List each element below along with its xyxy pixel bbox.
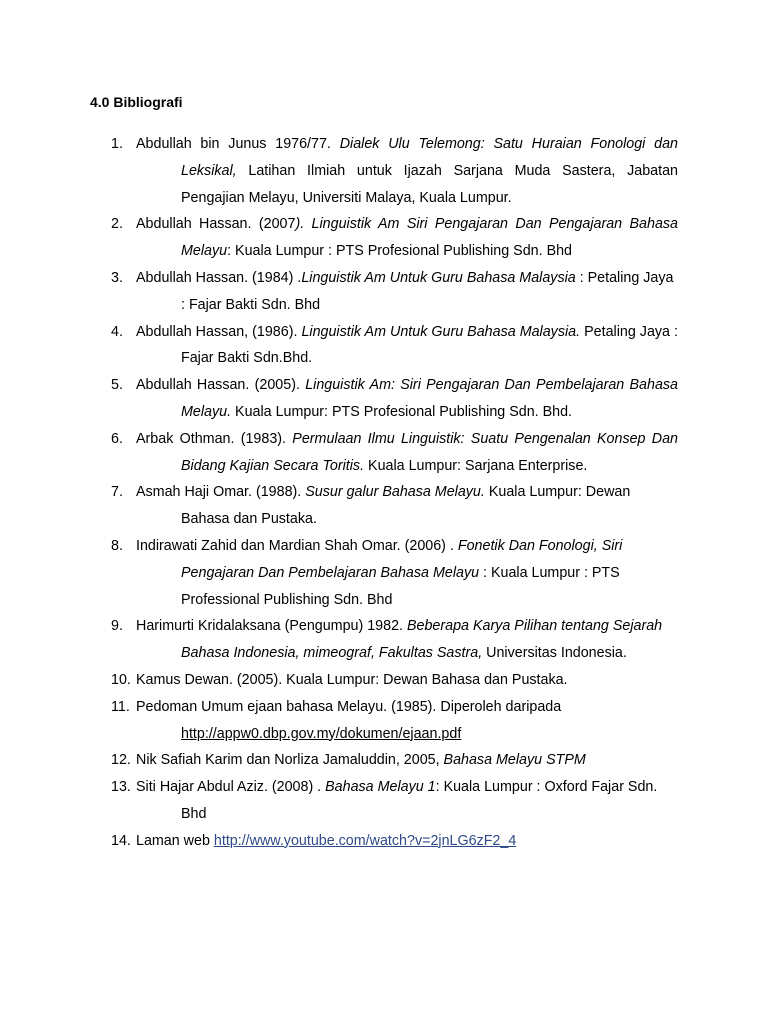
bibliography-entry-12: [0, 747, 768, 774]
bibliography-entry-2: [0, 211, 768, 265]
entry-text: [136, 533, 678, 613]
bibliography-entry-10: [0, 667, 768, 694]
entry-author: Nik Safiah Karim dan Norliza Jamaluddin, 2005,: [136, 752, 444, 769]
bibliography-entry-3: [0, 265, 768, 319]
entry-text: [136, 372, 679, 426]
entry-publisher: : Kuala Lumpur : Oxford Fajar Sdn. Bhd: [181, 779, 658, 822]
bibliography-entry-13: [0, 774, 768, 828]
entry-author: Abdullah Hassan. (2007: [136, 216, 296, 233]
entry-publisher: : Kuala Lumpur : PTS Profesional Publishing Sdn. Bhd: [227, 243, 573, 260]
entry-text: [136, 828, 678, 855]
entry-title: Susur galur Bahasa Melayu.: [305, 484, 485, 501]
entry-number: 13.: [111, 779, 131, 796]
entry-number: 9.: [111, 618, 123, 635]
entry-title: Linguistik Am: Siri Pengajaran Dan Pembelajaran Bahasa Melayu.: [181, 377, 679, 420]
entry-publisher: Kuala Lumpur: PTS Profesional Publishing Sdn. Bhd.: [231, 403, 573, 420]
entry-number: 14.: [111, 832, 131, 849]
youtube-link[interactable]: http://www.youtube.com/watch?v=2jnLG6zF2_4: [213, 832, 517, 849]
entry-text: [136, 747, 678, 774]
bibliography-list: [0, 131, 768, 855]
entry-author: Siti Hajar Abdul Aziz. (2008) .: [136, 779, 326, 796]
entry-number: 6.: [111, 430, 123, 447]
entry-author: Harimurti Kridalaksana (Pengumpu) 1982.: [136, 618, 407, 635]
entry-title: Fonetik Dan Fonologi, Siri Pengajaran Dan Pembelajaran Bahasa Melayu: [181, 537, 623, 581]
entry-author: Abdullah bin Junus 1976/77.: [136, 136, 340, 152]
entry-author: Kamus Dewan. (2005). Kuala Lumpur: Dewan Bahasa dan Pustaka.: [136, 671, 568, 688]
entry-author: Abdullah Hassan, (1986).: [136, 323, 302, 340]
entry-publisher: : Kuala Lumpur : PTS Professional Publishing Sdn. Bhd: [181, 564, 620, 608]
entry-number: 7.: [111, 484, 123, 501]
bibliography-entry-5: [0, 372, 768, 426]
entry-publisher: Kuala Lumpur: Dewan Bahasa dan Pustaka.: [181, 484, 631, 528]
entry-title: Linguistik Am Untuk Guru Bahasa Malaysia: [301, 269, 576, 286]
entry-text: [136, 774, 678, 828]
entry-publisher: Universitas Indonesia.: [482, 645, 627, 662]
entry-number: 10.: [111, 671, 131, 688]
entry-number: 3.: [111, 269, 123, 286]
entry-text: [136, 694, 678, 748]
entry-number: 12.: [111, 752, 131, 769]
bibliography-entry-6: [0, 426, 768, 480]
entry-publisher: Petaling Jaya : Fajar Bakti Sdn.Bhd.: [181, 323, 678, 367]
entry-author: Pedoman Umum ejaan bahasa Melayu. (1985). Diperoleh daripada: [136, 698, 562, 715]
entry-number: 1.: [111, 136, 123, 152]
entry-number: 2.: [111, 216, 123, 233]
bibliography-entry-9: [0, 613, 768, 667]
bibliography-entry-7: [0, 479, 768, 533]
pdf-link[interactable]: http://appw0.dbp.gov.my/dokumen/ejaan.pdf: [181, 725, 462, 742]
entry-text: [136, 479, 678, 533]
entry-text: [136, 667, 678, 694]
entry-publisher: Latihan Ilmiah untuk Ijazah Sarjana Muda Sastera, Jabatan Pengajian Melayu, Universiti Malaya, Kuala Lumpur.: [181, 162, 678, 206]
entry-author: Abdullah Hassan. (2005).: [136, 377, 306, 394]
entry-title: Beberapa Karya Pilihan tentang Sejarah Bahasa Indonesia, mimeograf, Fakultas Sastra,: [181, 618, 663, 662]
entry-title: ). Linguistik Am Siri Pengajaran Dan Pengajaran Bahasa Melayu: [181, 216, 679, 260]
bibliography-entry-14: [0, 828, 768, 855]
bibliography-entry-1: [0, 131, 768, 211]
entry-text: [136, 131, 679, 211]
entry-title: Dialek Ulu Telemong: Satu Huraian Fonologi dan Leksikal,: [181, 136, 679, 179]
entry-title: Bahasa Melayu 1: [325, 779, 436, 796]
entry-number: 11.: [111, 698, 130, 715]
bibliography-entry-8: [0, 533, 768, 613]
entry-title: Permulaan Ilmu Linguistik: Suatu Pengenalan Konsep Dan Bidang Kajian Secara Toritis.: [181, 430, 678, 474]
bibliography-entry-4: [0, 319, 768, 373]
entry-publisher: Kuala Lumpur: Sarjana Enterprise.: [364, 457, 588, 474]
entry-number: 8.: [111, 537, 123, 554]
bibliography-entry-11: [0, 694, 768, 748]
entry-text: [136, 319, 678, 373]
entry-text: [136, 426, 678, 480]
entry-text: [136, 265, 678, 319]
entry-author: Arbak Othman. (1983).: [136, 430, 293, 447]
entry-author: Laman web: [136, 832, 214, 849]
entry-number: 4.: [111, 323, 123, 340]
entry-author: Abdullah Hassan. (1984) .: [136, 269, 302, 286]
entry-number: 5.: [111, 377, 123, 394]
entry-text: [136, 613, 678, 667]
entry-text: [136, 211, 679, 265]
entry-title: Linguistik Am Untuk Guru Bahasa Malaysia.: [301, 323, 581, 340]
entry-author: Asmah Haji Omar. (1988).: [136, 484, 306, 501]
entry-publisher: : Petaling Jaya : Fajar Bakti Sdn. Bhd: [181, 269, 674, 313]
section-heading: 4.0 Bibliografi: [90, 94, 183, 110]
entry-title: Bahasa Melayu STPM: [443, 752, 586, 769]
entry-author: Indirawati Zahid dan Mardian Shah Omar. (2006) .: [136, 537, 458, 554]
